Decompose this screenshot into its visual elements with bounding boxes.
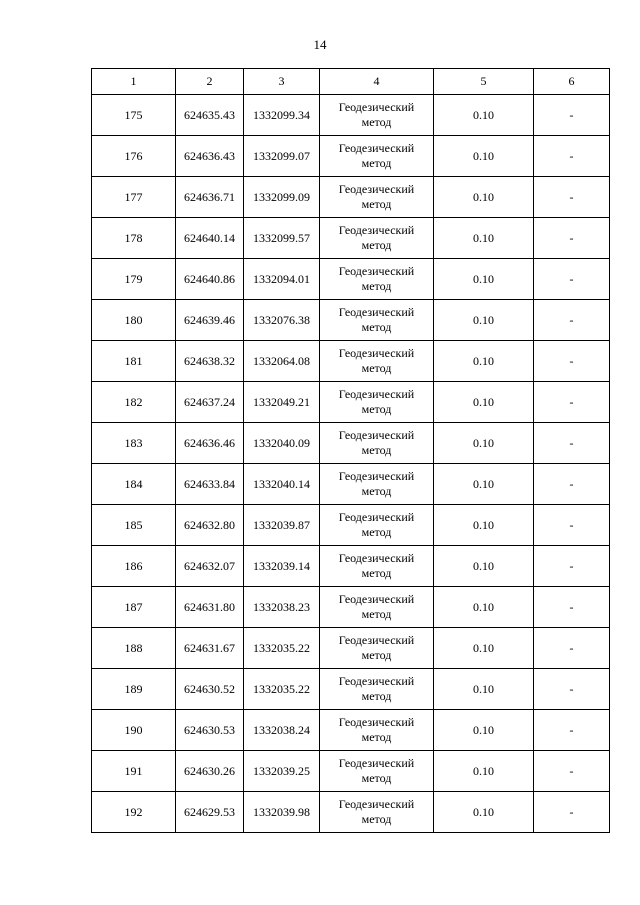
table-row — [92, 751, 610, 792]
table-row — [92, 177, 610, 218]
method-cell — [320, 218, 434, 259]
accuracy-cell: 0.10 — [434, 300, 534, 341]
accuracy-cell: 0.10 — [434, 669, 534, 710]
method-line: метод — [361, 320, 392, 334]
y-coordinate-cell: 1332099.57 — [244, 218, 320, 259]
method-line: метод — [361, 648, 392, 662]
method-line: метод — [361, 197, 392, 211]
x-coordinate-cell: 624638.32 — [176, 341, 244, 382]
table-row — [92, 341, 610, 382]
point-number-cell: 184 — [92, 464, 176, 505]
method-line: метод — [361, 812, 392, 826]
method-cell — [320, 464, 434, 505]
method-line: метод — [361, 566, 392, 580]
note-cell: - — [534, 95, 610, 136]
y-coordinate-cell: 1332094.01 — [244, 259, 320, 300]
coordinates-table — [91, 68, 610, 833]
x-coordinate-cell: 624631.80 — [176, 587, 244, 628]
x-coordinate-cell: 624636.43 — [176, 136, 244, 177]
y-coordinate-cell: 1332039.25 — [244, 751, 320, 792]
method-cell — [320, 751, 434, 792]
column-header: 4 — [320, 69, 434, 95]
x-coordinate-cell: 624630.26 — [176, 751, 244, 792]
method-line: Геодезический — [338, 346, 415, 360]
point-number-cell: 186 — [92, 546, 176, 587]
note-cell: - — [534, 423, 610, 464]
y-coordinate-cell: 1332040.09 — [244, 423, 320, 464]
method-line: Геодезический — [338, 756, 415, 770]
x-coordinate-cell: 624639.46 — [176, 300, 244, 341]
note-cell: - — [534, 177, 610, 218]
method-line: метод — [361, 361, 392, 375]
y-coordinate-cell: 1332038.24 — [244, 710, 320, 751]
point-number-cell: 180 — [92, 300, 176, 341]
table-row — [92, 628, 610, 669]
y-coordinate-cell: 1332099.09 — [244, 177, 320, 218]
y-coordinate-cell: 1332049.21 — [244, 382, 320, 423]
accuracy-cell: 0.10 — [434, 136, 534, 177]
method-line: Геодезический — [338, 469, 415, 483]
note-cell: - — [534, 382, 610, 423]
note-cell: - — [534, 669, 610, 710]
method-line: метод — [361, 279, 392, 293]
method-line: метод — [361, 607, 392, 621]
accuracy-cell: 0.10 — [434, 628, 534, 669]
method-line: Геодезический — [338, 674, 415, 688]
accuracy-cell: 0.10 — [434, 423, 534, 464]
method-cell — [320, 423, 434, 464]
note-cell: - — [534, 136, 610, 177]
point-number-cell: 181 — [92, 341, 176, 382]
accuracy-cell: 0.10 — [434, 546, 534, 587]
table-body — [92, 95, 610, 833]
method-line: Геодезический — [338, 387, 415, 401]
method-line: Геодезический — [338, 223, 415, 237]
column-header: 2 — [176, 69, 244, 95]
y-coordinate-cell: 1332099.34 — [244, 95, 320, 136]
method-line: Геодезический — [338, 715, 415, 729]
table-row — [92, 382, 610, 423]
note-cell: - — [534, 628, 610, 669]
column-header: 6 — [534, 69, 610, 95]
x-coordinate-cell: 624629.53 — [176, 792, 244, 833]
method-cell — [320, 628, 434, 669]
x-coordinate-cell: 624636.71 — [176, 177, 244, 218]
table-row — [92, 792, 610, 833]
method-line: Геодезический — [338, 633, 415, 647]
x-coordinate-cell: 624630.52 — [176, 669, 244, 710]
method-line: Геодезический — [338, 305, 415, 319]
method-line: Геодезический — [338, 264, 415, 278]
x-coordinate-cell: 624636.46 — [176, 423, 244, 464]
x-coordinate-cell: 624635.43 — [176, 95, 244, 136]
table-row — [92, 546, 610, 587]
y-coordinate-cell: 1332035.22 — [244, 628, 320, 669]
note-cell: - — [534, 710, 610, 751]
point-number-cell: 178 — [92, 218, 176, 259]
note-cell: - — [534, 464, 610, 505]
method-cell — [320, 300, 434, 341]
method-line: метод — [361, 525, 392, 539]
y-coordinate-cell: 1332035.22 — [244, 669, 320, 710]
y-coordinate-cell: 1332064.08 — [244, 341, 320, 382]
accuracy-cell: 0.10 — [434, 751, 534, 792]
column-header: 3 — [244, 69, 320, 95]
x-coordinate-cell: 624640.14 — [176, 218, 244, 259]
x-coordinate-cell: 624633.84 — [176, 464, 244, 505]
note-cell: - — [534, 300, 610, 341]
x-coordinate-cell: 624631.67 — [176, 628, 244, 669]
table-row — [92, 710, 610, 751]
note-cell: - — [534, 751, 610, 792]
table-row — [92, 95, 610, 136]
y-coordinate-cell: 1332038.23 — [244, 587, 320, 628]
method-cell — [320, 587, 434, 628]
point-number-cell: 183 — [92, 423, 176, 464]
method-line: метод — [361, 115, 392, 129]
method-cell — [320, 177, 434, 218]
method-line: метод — [361, 156, 392, 170]
note-cell: - — [534, 792, 610, 833]
accuracy-cell: 0.10 — [434, 505, 534, 546]
y-coordinate-cell: 1332040.14 — [244, 464, 320, 505]
method-cell — [320, 95, 434, 136]
column-header: 5 — [434, 69, 534, 95]
table-header-row — [92, 69, 610, 95]
method-cell — [320, 341, 434, 382]
note-cell: - — [534, 505, 610, 546]
y-coordinate-cell: 1332039.98 — [244, 792, 320, 833]
page-number: 14 — [313, 37, 327, 52]
accuracy-cell: 0.10 — [434, 792, 534, 833]
x-coordinate-cell: 624630.53 — [176, 710, 244, 751]
table-row — [92, 464, 610, 505]
method-line: Геодезический — [338, 510, 415, 524]
method-cell — [320, 792, 434, 833]
x-coordinate-cell: 624632.07 — [176, 546, 244, 587]
method-line: Геодезический — [338, 141, 415, 155]
note-cell: - — [534, 259, 610, 300]
method-line: метод — [361, 484, 392, 498]
accuracy-cell: 0.10 — [434, 382, 534, 423]
point-number-cell: 177 — [92, 177, 176, 218]
accuracy-cell: 0.10 — [434, 218, 534, 259]
method-cell — [320, 382, 434, 423]
method-line: метод — [361, 443, 392, 457]
method-cell — [320, 546, 434, 587]
method-line: Геодезический — [338, 428, 415, 442]
y-coordinate-cell: 1332099.07 — [244, 136, 320, 177]
method-cell — [320, 259, 434, 300]
accuracy-cell: 0.10 — [434, 587, 534, 628]
note-cell: - — [534, 218, 610, 259]
column-header: 1 — [92, 69, 176, 95]
y-coordinate-cell: 1332039.14 — [244, 546, 320, 587]
y-coordinate-cell: 1332039.87 — [244, 505, 320, 546]
table-row — [92, 587, 610, 628]
method-line: Геодезический — [338, 182, 415, 196]
point-number-cell: 185 — [92, 505, 176, 546]
table-row — [92, 505, 610, 546]
method-line: Геодезический — [338, 551, 415, 565]
point-number-cell: 192 — [92, 792, 176, 833]
point-number-cell: 176 — [92, 136, 176, 177]
method-line: Геодезический — [338, 592, 415, 606]
method-line: метод — [361, 771, 392, 785]
point-number-cell: 190 — [92, 710, 176, 751]
note-cell: - — [534, 546, 610, 587]
table-row — [92, 218, 610, 259]
point-number-cell: 182 — [92, 382, 176, 423]
x-coordinate-cell: 624637.24 — [176, 382, 244, 423]
method-line: метод — [361, 238, 392, 252]
table-row — [92, 259, 610, 300]
x-coordinate-cell: 624632.80 — [176, 505, 244, 546]
method-cell — [320, 136, 434, 177]
note-cell: - — [534, 587, 610, 628]
point-number-cell: 187 — [92, 587, 176, 628]
point-number-cell: 191 — [92, 751, 176, 792]
method-cell — [320, 710, 434, 751]
table-row — [92, 423, 610, 464]
accuracy-cell: 0.10 — [434, 95, 534, 136]
point-number-cell: 179 — [92, 259, 176, 300]
point-number-cell: 175 — [92, 95, 176, 136]
method-cell — [320, 669, 434, 710]
accuracy-cell: 0.10 — [434, 710, 534, 751]
method-cell — [320, 505, 434, 546]
table-row — [92, 136, 610, 177]
table-row — [92, 669, 610, 710]
accuracy-cell: 0.10 — [434, 464, 534, 505]
point-number-cell: 189 — [92, 669, 176, 710]
x-coordinate-cell: 624640.86 — [176, 259, 244, 300]
accuracy-cell: 0.10 — [434, 259, 534, 300]
method-line: Геодезический — [338, 797, 415, 811]
accuracy-cell: 0.10 — [434, 341, 534, 382]
note-cell: - — [534, 341, 610, 382]
method-line: метод — [361, 402, 392, 416]
accuracy-cell: 0.10 — [434, 177, 534, 218]
table-row — [92, 300, 610, 341]
point-number-cell: 188 — [92, 628, 176, 669]
method-line: метод — [361, 689, 392, 703]
method-line: метод — [361, 730, 392, 744]
method-line: Геодезический — [338, 100, 415, 114]
y-coordinate-cell: 1332076.38 — [244, 300, 320, 341]
